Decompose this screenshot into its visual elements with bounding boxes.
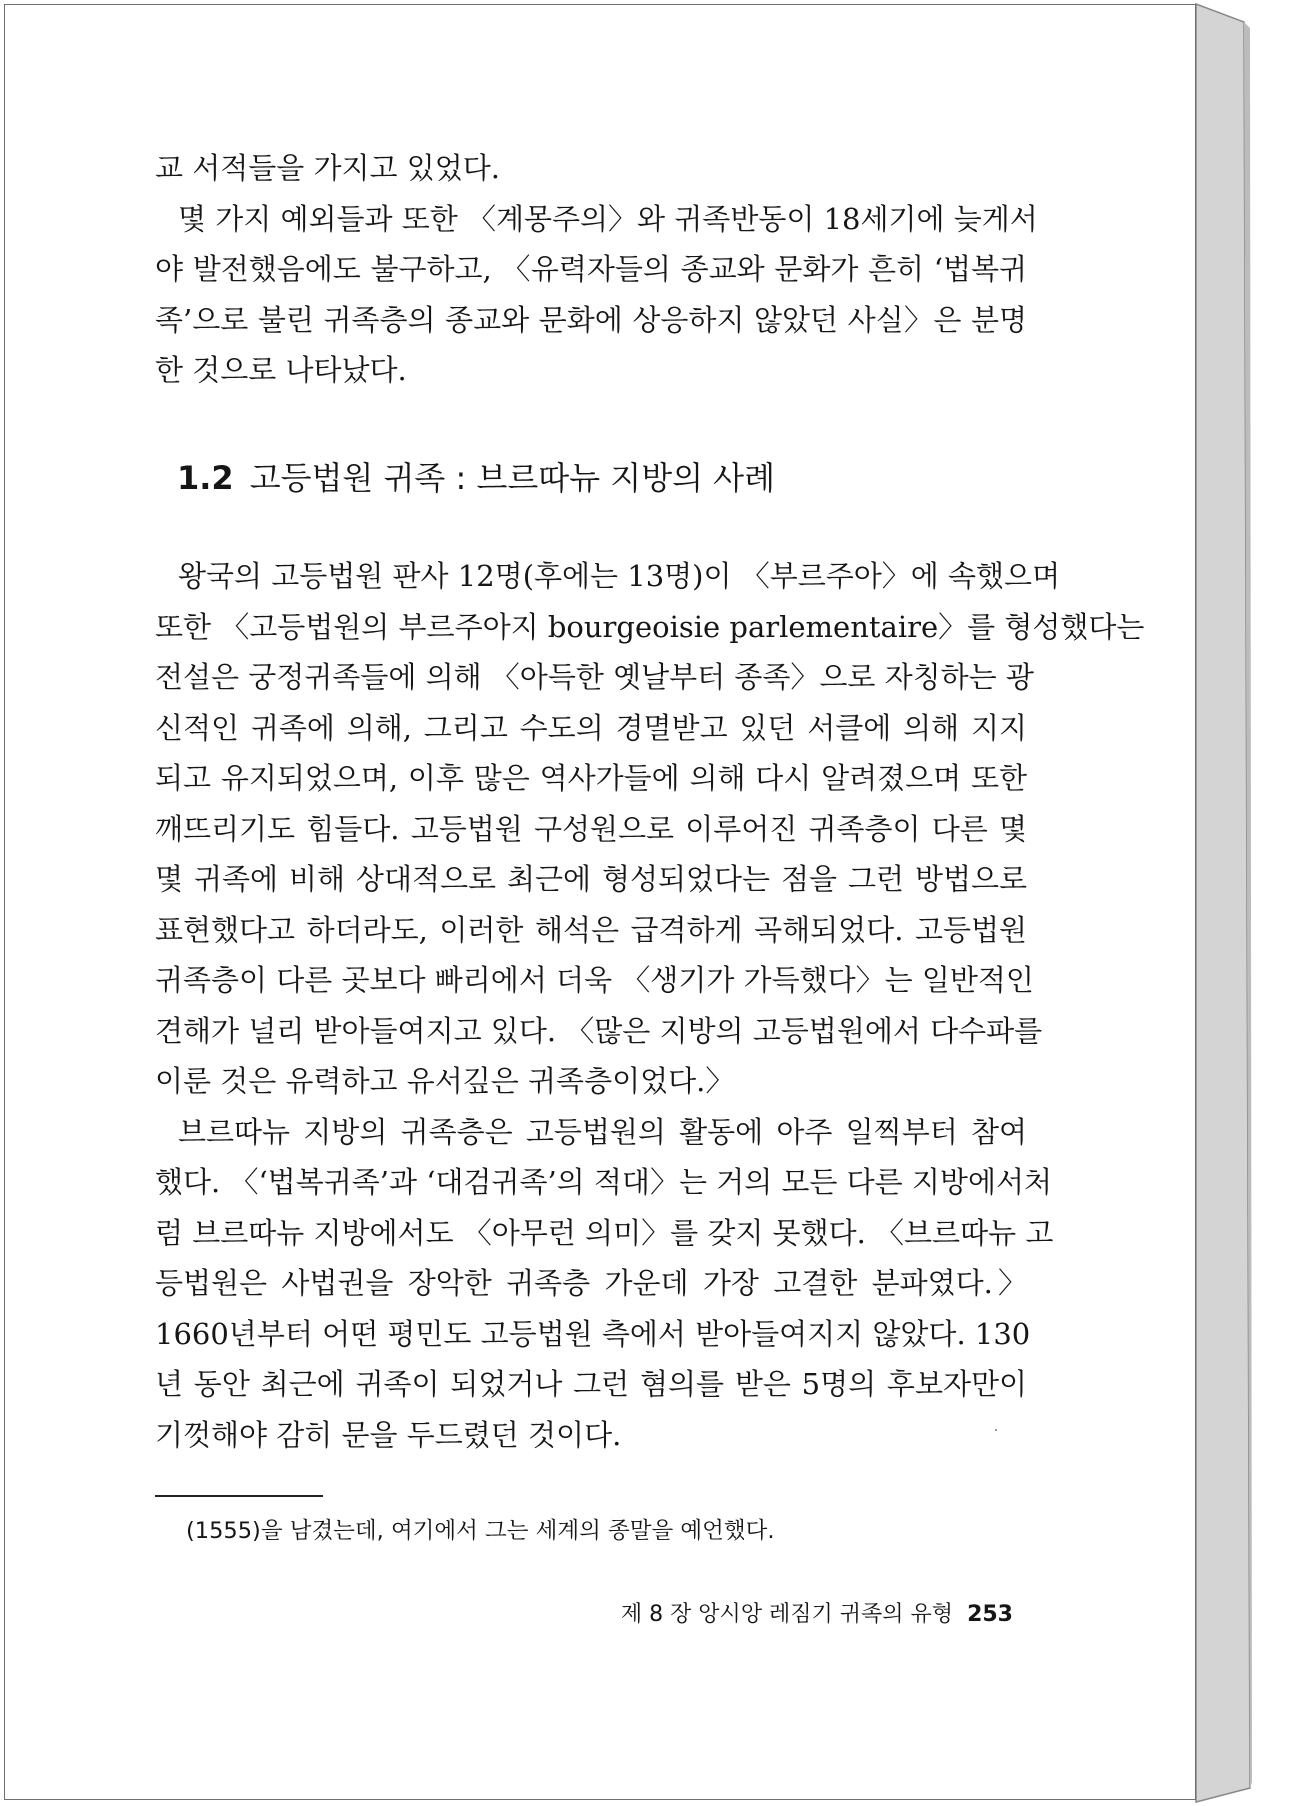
footnote-text: (1555)을 남겼는데, 여기에서 그는 세계의 종말을 예언했다. (186, 1518, 775, 1544)
page-speck (995, 1429, 997, 1431)
text-line: 했다. 〈‘법복귀족’과 ‘대검귀족’의 적대〉는 거의 모든 다른 지방에서처 (155, 1165, 1052, 1199)
text-line: 몇 가지 예외들과 또한 〈계몽주의〉와 귀족반동이 18세기에 늦게서 (178, 201, 1038, 236)
top-paragraph-block (155, 143, 1038, 396)
text-line: 기껏해야 감히 문을 두드렸던 것이다. (155, 1417, 622, 1452)
text-line: 귀족층이 다른 곳보다 빠리에서 더욱 〈생기가 가득했다〉는 일반적인 (155, 963, 1034, 997)
chapter-title: 제 8 장 앙시앙 레짐기 귀족의 유형 (620, 1602, 954, 1627)
text-line: 교 서적들을 가지고 있었다. (155, 151, 501, 185)
text-line: 신적인 귀족에 의해, 그리고 수도의 경멸받고 있던 서클에 의해 지지 (155, 710, 1027, 745)
text-line: 등법원은 사법권을 장악한 귀족층 가운데 가장 고결한 분파였다.〉 (155, 1266, 1027, 1300)
text-line: 야 발전했음에도 불구하고, 〈유력자들의 종교와 문화가 흔히 ‘법복귀 (155, 252, 1027, 286)
footnote-rule (155, 1495, 323, 1497)
text-line: 깨뜨리기도 힘들다. 고등법원 구성원으로 이루어진 귀족층이 다른 몇 (155, 811, 1027, 846)
text-line: 1660년부터 어떤 평민도 고등법원 측에서 받아들여지지 않았다. 130 (155, 1316, 1031, 1351)
page-number: 253 (967, 1602, 1013, 1627)
body-text-block (155, 551, 1145, 1460)
text-line: 족’으로 불린 귀족층의 종교와 문화에 상응하지 않았던 사실〉은 분명 (155, 302, 1027, 337)
text-line: 또한 〈고등법원의 부르주아지 bourgeoisie parlementaire〉를 형성했다는 (155, 609, 1145, 644)
text-line: 한 것으로 나타났다. (155, 353, 407, 387)
text-line: 브르따뉴 지방의 귀족층은 고등법원의 활동에 아주 일찍부터 참여 (178, 1114, 1027, 1149)
text-line: 전설은 궁정귀족들에 의해 〈아득한 옛날부터 종족〉으로 자칭하는 광 (155, 660, 1034, 694)
running-footer (621, 1597, 1013, 1628)
text-line: 년 동안 최근에 귀족이 되었거나 그런 혐의를 받은 5명의 후보자만이 (155, 1367, 1027, 1401)
text-line: 견해가 널리 받아들여지고 있다. 〈많은 지방의 고등법원에서 다수파를 (155, 1013, 1043, 1048)
section-heading (177, 453, 775, 499)
book-page (4, 4, 1196, 1800)
text-line: 되고 유지되었으며, 이후 많은 역사가들에 의해 다시 알려졌으며 또한 (155, 761, 1027, 795)
text-line: 이룬 것은 유력하고 유서깊은 귀족층이었다.〉 (155, 1064, 735, 1098)
text-line: 몇 귀족에 비해 상대적으로 최근에 형성되었다는 점을 그런 방법으로 (155, 862, 1027, 896)
text-line: 왕국의 고등법원 판사 12명(후에는 13명)이 〈부르주아〉에 속했으며 (178, 559, 1061, 593)
section-title: 고등법원 귀족 : 브르따뉴 지방의 사례 (249, 459, 776, 497)
section-number: 1.2 (177, 459, 234, 497)
text-line: 표현했다고 하더라도, 이러한 해석은 급격하게 곡해되었다. 고등법원 (155, 912, 1027, 947)
text-line: 럼 브르따뉴 지방에서도 〈아무런 의미〉를 갖지 못했다. 〈브르따뉴 고 (155, 1215, 1054, 1250)
